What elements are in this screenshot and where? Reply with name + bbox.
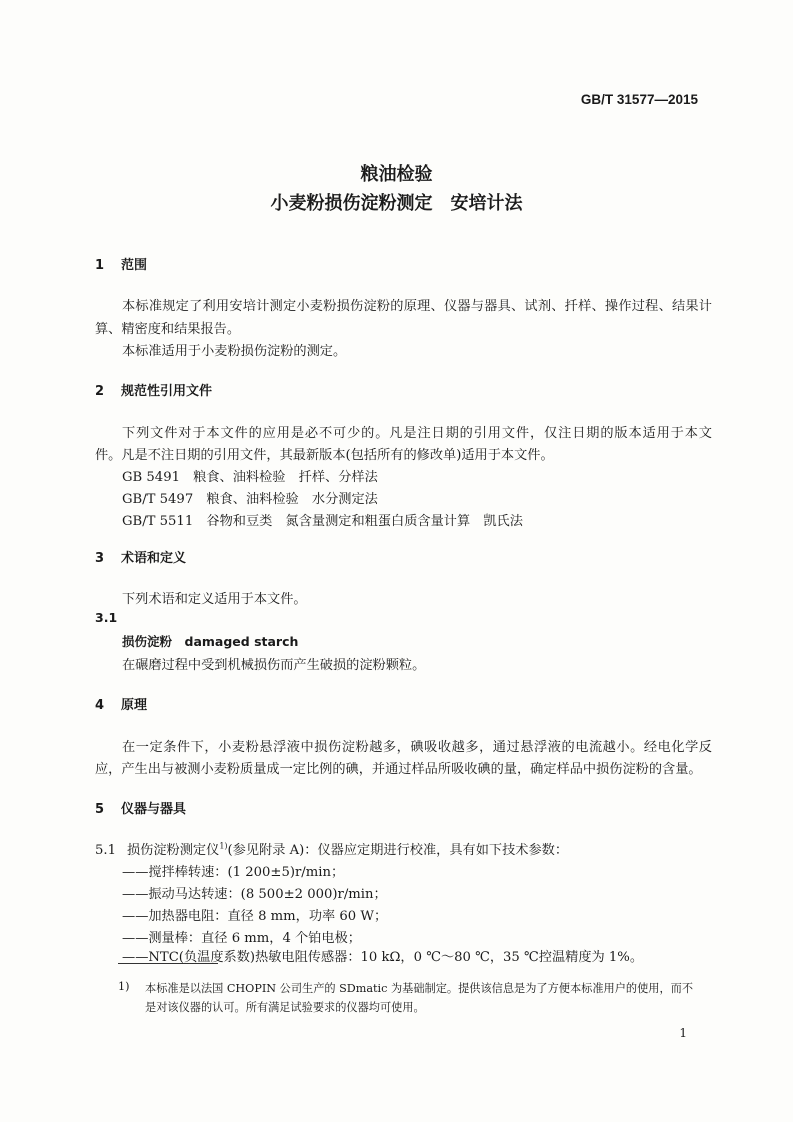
footnote-separator [118, 963, 218, 964]
section-number: 2 [95, 384, 105, 399]
section-3-heading [95, 547, 186, 566]
parameter-item: ——测量棒：直径 6 mm，4 个铂电极； [122, 931, 361, 946]
section-number: 5 [95, 802, 105, 817]
footnote-ref: 1) [219, 841, 228, 851]
paragraph: 本标准规定了利用安培计测定小麦粉损伤淀粉的原理、仪器与器具、试剂、扦样、操作过程、结果计 [122, 299, 712, 314]
parameter-item: ——振动马达转速：(8 500±2 000)r/min； [122, 887, 387, 902]
paragraph: 应，产生出与被测小麦粉质量成一定比例的碘，并通过样品所吸收碘的量，确定样品中损伤淀粉的含量。 [95, 762, 702, 777]
section-5-heading [95, 798, 186, 817]
footnote-text: 本标准是以法国 CHOPIN 公司生产的 SDmatic 为基础制定。提供该信息是为了方便本标准用户的使用，而不 [145, 982, 694, 995]
section-number: 3 [95, 551, 105, 566]
instrument-name: 损伤淀粉测定仪 [127, 843, 220, 858]
term: 损伤淀粉 damaged starch [122, 634, 299, 649]
section-title: 原理 [121, 698, 148, 713]
reference-item: GB/T 5511 谷物和豆类 氮含量测定和粗蛋白质含量计算 凯氏法 [122, 514, 523, 529]
paragraph: 下列文件对于本文件的应用是必不可少的。凡是注日期的引用文件，仅注日期的版本适用于本文 [122, 426, 712, 441]
paragraph: 本标准适用于小麦粉损伤淀粉的测定。 [122, 344, 347, 359]
section-title: 仪器与器具 [121, 802, 187, 817]
subsection-number: 3.1 [95, 610, 118, 625]
parameter-item: ——加热器电阻：直径 8 mm，功率 60 W； [122, 909, 388, 924]
section-title: 规范性引用文件 [121, 384, 213, 399]
paragraph: 下列术语和定义适用于本文件。 [122, 592, 307, 607]
section-title: 术语和定义 [121, 551, 187, 566]
paragraph: 算、精密度和结果报告。 [95, 322, 241, 337]
reference-item: GB/T 5497 粮食、油料检验 水分测定法 [122, 492, 378, 507]
definition: 在碾磨过程中受到机械损伤而产生破损的淀粉颗粒。 [122, 658, 426, 673]
section-1-heading [95, 254, 147, 273]
document-title-line2: 小麦粉损伤淀粉测定 安培计法 [270, 193, 523, 214]
parameter-item: ——NTC(负温度系数)热敏电阻传感器：10 kΩ，0 ℃～80 ℃，35 ℃控温精度为 1%。 [122, 950, 644, 965]
standard-number: GB/T 31577—2015 [580, 92, 698, 107]
footnote-label: 1) [118, 980, 130, 993]
subsection-5-1 [95, 839, 568, 858]
instrument-desc: (参见附录 A)：仪器应定期进行校准，具有如下技术参数： [227, 843, 569, 858]
page-number: 1 [679, 1026, 687, 1040]
paragraph: 在一定条件下，小麦粉悬浮液中损伤淀粉越多，碘吸收越多，通过悬浮液的电流越小。经电化学反 [122, 740, 712, 755]
footnote-text: 是对该仪器的认可。所有满足试验要求的仪器均可使用。 [145, 1001, 425, 1014]
subsection-number: 5.1 [95, 843, 116, 858]
section-number: 4 [95, 698, 105, 713]
section-number: 1 [95, 258, 105, 273]
section-title: 范围 [121, 258, 148, 273]
paragraph: 件。凡是不注日期的引用文件，其最新版本(包括所有的修改单)适用于本文件。 [95, 448, 554, 463]
reference-item: GB 5491 粮食、油料检验 扦样、分样法 [122, 470, 378, 485]
section-2-heading [95, 380, 212, 399]
parameter-item: ——搅拌棒转速：(1 200±5)r/min； [122, 865, 345, 880]
document-title-line1: 粮油检验 [360, 164, 433, 185]
section-4-heading [95, 694, 147, 713]
